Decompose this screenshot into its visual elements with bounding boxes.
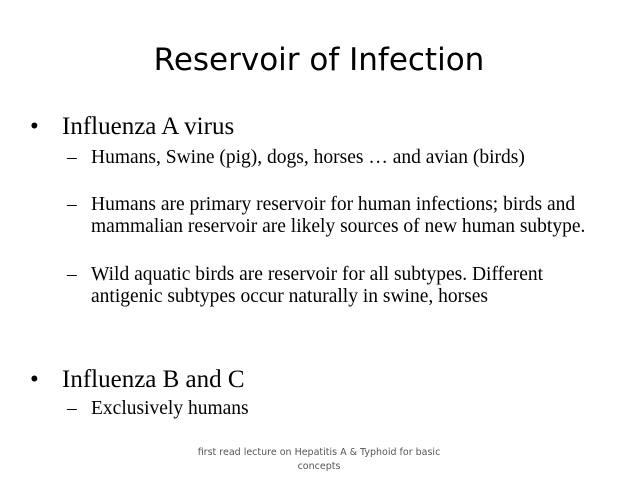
bullet-icon: • bbox=[30, 366, 39, 393]
bullet-item bbox=[30, 112, 234, 142]
sub-bullet-text: Humans, Swine (pig), dogs, horses … and avian (birds) bbox=[91, 147, 525, 168]
bullet-item bbox=[30, 365, 245, 395]
bullet-icon: • bbox=[30, 113, 39, 140]
bullet-text: Influenza B and C bbox=[62, 366, 245, 393]
slide-footer: first read lecture on Hepatitis A & Typhoid for basic concepts bbox=[197, 447, 441, 472]
sub-bullet-item bbox=[67, 147, 607, 169]
sub-bullet-text: Wild aquatic birds are reservoir for all subtypes. Different antigenic subtypes occur naturally in swine, horses bbox=[91, 264, 544, 307]
dash-icon: – bbox=[67, 264, 77, 285]
dash-icon: – bbox=[67, 147, 77, 168]
sub-bullet-item bbox=[67, 398, 607, 420]
bullet-text: Influenza A virus bbox=[62, 113, 235, 140]
dash-icon: – bbox=[67, 398, 77, 419]
sub-bullet-item bbox=[67, 194, 607, 238]
sub-bullet-text: Humans are primary reservoir for human infections; birds and mammalian reservoir are likely sources of new human subtype. bbox=[91, 194, 586, 237]
sub-bullet-text: Exclusively humans bbox=[91, 398, 249, 419]
dash-icon: – bbox=[67, 194, 77, 215]
sub-bullet-item bbox=[67, 264, 607, 308]
slide-title: Reservoir of Infection bbox=[153, 42, 485, 78]
